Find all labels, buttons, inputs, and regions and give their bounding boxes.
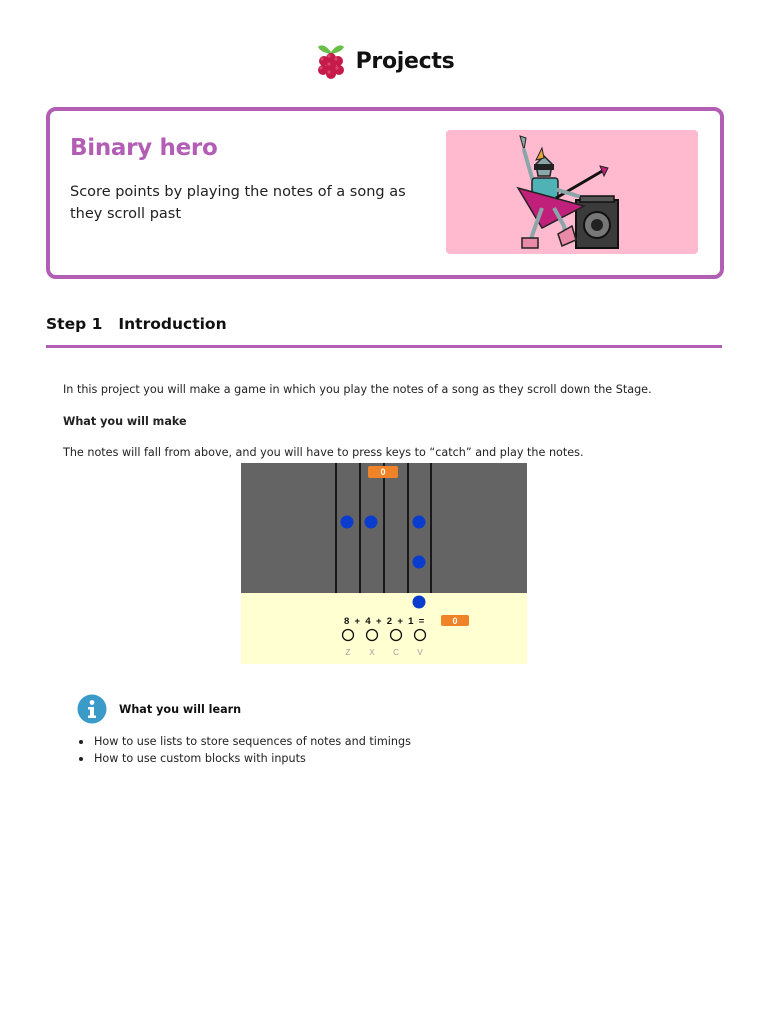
key-label-v: V (417, 648, 423, 657)
page-header (0, 38, 768, 84)
key-label-z: Z (345, 648, 351, 657)
note (341, 516, 354, 529)
binary-equation: 8 + 4 + 2 + 1 = (344, 616, 425, 627)
project-title: Binary hero (70, 135, 218, 161)
robot-guitarist-illustration (446, 130, 698, 254)
list-item: How to use lists to store sequences of notes and timings (79, 733, 411, 750)
list-item: How to use custom blocks with inputs (79, 750, 411, 767)
learn-list (79, 733, 411, 767)
game-preview (241, 463, 527, 664)
note (413, 596, 426, 609)
project-description: Score points by playing the notes of a song as they scroll past (70, 184, 406, 222)
note (413, 556, 426, 569)
key-label-c: C (393, 648, 399, 657)
key-label-x: X (369, 648, 375, 657)
info-icon (77, 694, 107, 724)
what-you-will-learn-heading: What you will learn (119, 702, 242, 716)
project-card (46, 107, 724, 279)
result-value: 0 (452, 616, 458, 626)
note (365, 516, 378, 529)
step-number: Step 1 (46, 315, 103, 333)
what-you-will-make-heading: What you will make (63, 415, 187, 428)
note (413, 516, 426, 529)
step-title: Introduction (118, 315, 227, 333)
game-bottom-panel (241, 593, 527, 664)
top-score-value: 0 (380, 467, 386, 477)
intro-paragraph: In this project you will make a game in which you play the notes of a song as they scroll down the Stage. (63, 383, 652, 396)
raspberry-pi-logo-icon (314, 41, 348, 81)
step-heading (46, 315, 722, 348)
page-title: Projects (355, 48, 455, 74)
make-description: The notes will fall from above, and you will have to press keys to “catch” and play the notes. (63, 446, 584, 459)
learn-header (77, 694, 241, 724)
